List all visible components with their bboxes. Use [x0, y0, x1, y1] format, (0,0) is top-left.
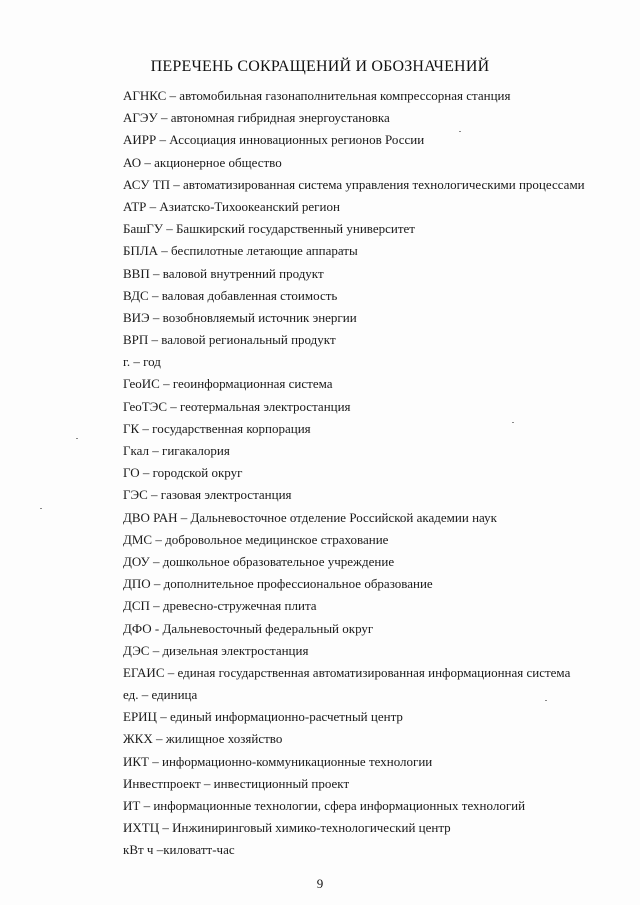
list-item: ДМС – добровольное медицинское страхование: [123, 531, 389, 547]
page-number: 9: [316, 876, 324, 891]
list-item: ГеоИС – геоинформационная система: [123, 376, 333, 392]
list-item: г. – год: [123, 354, 161, 370]
list-item: кВт ч –киловатт-час: [123, 842, 235, 858]
list-item: ГО – городской округ: [123, 465, 243, 481]
scan-speck: [545, 700, 547, 701]
list-item: ГЭС – газовая электростанция: [123, 487, 292, 503]
list-item: ВДС – валовая добавленная стоимость: [123, 287, 338, 303]
list-item: АСУ ТП – автоматизированная система управления технологическими процессами: [123, 176, 585, 192]
list-item: ДОУ – дошкольное образовательное учреждение: [123, 553, 395, 569]
scan-speck: [76, 438, 78, 439]
list-item: Гкал – гигакалория: [123, 443, 230, 458]
list-item: АИРР – Ассоциация инновационных регионов России: [123, 132, 425, 148]
page-title: ПЕРЕЧЕНЬ СОКРАЩЕНИЙ И ОБОЗНАЧЕНИЙ: [150, 58, 490, 75]
list-item: БашГУ – Башкирский государственный университет: [123, 221, 415, 237]
list-item: ИТ – информационные технологии, сфера информационных технологий: [123, 798, 526, 813]
list-item: ВИЭ – возобновляемый источник энергии: [123, 309, 357, 325]
list-item: АО – акционерное общество: [123, 154, 282, 170]
list-item: Инвестпроект – инвестиционный проект: [123, 775, 350, 791]
list-item: ДФО - Дальневосточный федеральный округ: [123, 620, 374, 636]
abbreviation-list: [123, 86, 613, 863]
list-item: ВВП – валовой внутренний продукт: [123, 265, 324, 281]
list-item: ДВО РАН – Дальневосточное отделение Российской академии наук: [123, 509, 497, 525]
scan-speck: [40, 508, 42, 509]
list-item: БПЛА – беспилотные летающие аппараты: [123, 243, 358, 259]
list-item: ДПО – дополнительное профессиональное образование: [123, 576, 433, 592]
list-item: ДЭС – дизельная электростанция: [123, 642, 309, 658]
list-item: ЕГАИС – единая государственная автоматизированная информационная система: [123, 664, 571, 680]
list-item: ЖКХ – жилищное хозяйство: [123, 731, 283, 747]
list-item: ГеоТЭС – геотермальная электростанция: [123, 398, 351, 414]
list-item: ДСП – древесно-стружечная плита: [123, 598, 317, 614]
list-item: АТР – Азиатско-Тихоокеанский регион: [123, 198, 340, 214]
list-item: ИКТ – информационно-коммуникационные технологии: [123, 753, 433, 769]
list-item: ЕРИЦ – единый информационно-расчетный центр: [123, 709, 403, 725]
list-item: ГК – государственная корпорация: [123, 420, 311, 436]
list-item: ИХТЦ – Инжиниринговый химико-технологический центр: [123, 820, 451, 836]
list-item: ед. – единица: [123, 687, 198, 703]
scan-speck: [459, 131, 461, 132]
scan-speck: [512, 422, 514, 423]
list-item: АГЭУ – автономная гибридная энергоустановка: [123, 110, 390, 126]
list-item: ВРП – валовой региональный продукт: [123, 332, 336, 348]
list-item: АГНКС – автомобильная газонаполнительная компрессорная станция: [123, 88, 511, 103]
